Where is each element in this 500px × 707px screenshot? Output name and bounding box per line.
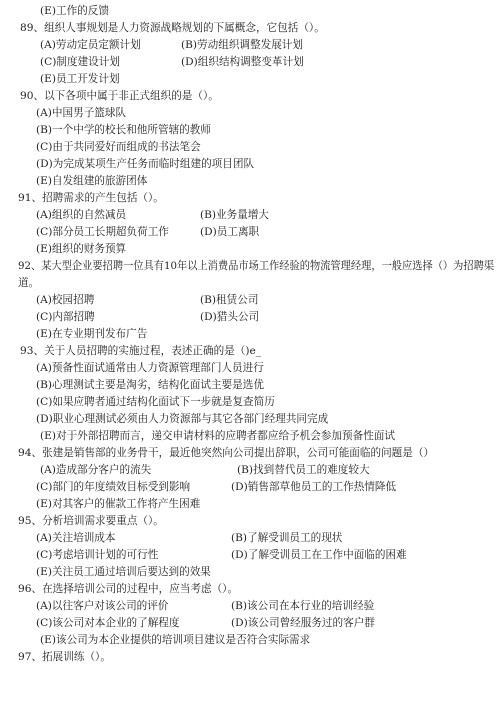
- option-e-q92: (E)在专业期刊发布广告: [36, 328, 148, 340]
- option-b-q93: (B)心理测试主要是淘劣，结构化面试主要是选优: [36, 379, 264, 391]
- option-d-q92: (D)猎头公司: [200, 311, 260, 323]
- option-a-q96: (A)以往客户对该公司的评价: [36, 600, 169, 612]
- option-d-q93: (D)职业心理测试必须由人力资源部与其它各部门经理共同完成: [36, 413, 329, 425]
- question-93: 93、关于人员招聘的实施过程，表述正确的是（)e_: [20, 345, 262, 357]
- option-c-q94: (C)部门的年度绩效目标受到影响: [36, 481, 191, 493]
- option-a-q92: (A)校园招聘: [36, 294, 95, 306]
- option-e-q88: (E)工作的反馈: [40, 5, 109, 17]
- option-b-q94: (B)找到替代员工的难度较大: [237, 464, 370, 476]
- option-e-q89: (E)员工开发计划: [40, 73, 120, 85]
- option-a-q94: (A)造成部分客户的流失: [40, 464, 152, 476]
- option-b-q90: (B)一个中学的校长和他所管辖的教师: [36, 124, 211, 136]
- option-c-q92: (C)内部招聘: [36, 311, 95, 323]
- option-d-q89: (D)组织结构调整变革计划: [181, 56, 304, 68]
- question-89: 89、组织人事规划是人力资源战略规划的下属概念，它包括（）。: [20, 22, 325, 34]
- option-d-q95: (D)了解受训员工在工作中面临的困难: [231, 549, 407, 561]
- question-95: 95、分析培训需求要重点（）。: [18, 515, 164, 527]
- option-e-q95: (E)关注员工通过培训后要达到的效果: [36, 566, 211, 578]
- question-92: 92、某大型企业要招聘一位具有10年以上消费品市场工作经验的物流管理经理，一般应选择（）为招聘渠: [18, 260, 495, 272]
- option-a-q91: (A)组织的自然减员: [36, 209, 127, 221]
- option-e-q91: (E)组织的财务预算: [36, 243, 127, 255]
- question-92-cont: 道。: [18, 277, 40, 289]
- option-b-q96: (B)该公司在本行业的培训经验: [231, 600, 375, 612]
- option-e-q93: (E)对于外部招聘而言，递交申请材料的应聘者都应给予机会参加预备性面试: [40, 430, 395, 442]
- question-94: 94、张建是销售部的业务骨干，最近他突然向公司提出辞职，公司可能面临的问题是（）: [18, 447, 435, 459]
- option-d-q90: (D)为完成某项生产任务而临时组建的项目团队: [36, 158, 255, 170]
- option-e-q96: (E)该公司为本企业提供的培训项目建议是否符合实际需求: [40, 634, 311, 646]
- option-a-q95: (A)关注培训成本: [36, 532, 116, 544]
- option-c-q95: (C)考虑培训计划的可行性: [36, 549, 159, 561]
- option-c-q91: (C)部分员工长期超负荷工作: [36, 226, 169, 238]
- option-e-q94: (E)对其客户的催款工作将产生困难: [36, 498, 201, 510]
- option-c-q96: (C)该公司对本企业的了解程度: [36, 617, 180, 629]
- option-d-q96: (D)该公司曾经服务过的客户群: [231, 617, 375, 629]
- option-d-q94: (D)销售部草他员工的工作热情降低: [231, 481, 397, 493]
- option-c-q89: (C)制度建设计划: [40, 56, 120, 68]
- option-b-q91: (B)业务量增大: [200, 209, 270, 221]
- question-90: 90、以下各项中属于非正式组织的是（）。: [20, 90, 219, 102]
- question-97: 97、拓展训练（）。: [18, 651, 111, 663]
- option-e-q90: (E)自发组建的旅游团体: [36, 175, 148, 187]
- option-b-q92: (B)租赁公司: [200, 294, 259, 306]
- option-c-q93: (C)如果应聘者通过结构化面试下一步就是复查简历: [36, 396, 275, 408]
- option-d-q91: (D)员工离职: [200, 226, 260, 238]
- option-b-q95: (B)了解受训员工的现状: [231, 532, 343, 544]
- option-a-q93: (A)预备性面试通常由人力资源管理部门人员进行: [36, 362, 264, 374]
- option-b-q89: (B)劳动组织调整发展计划: [181, 39, 303, 51]
- option-a-q90: (A)中国男子篮球队: [36, 107, 127, 119]
- question-96: 96、在选择培训公司的过程中，应当考虑（）。: [18, 583, 239, 595]
- question-91: 91、招聘需求的产生包括（）。: [18, 192, 164, 204]
- option-c-q90: (C)由于共同爱好而组成的书法笔会: [36, 141, 201, 153]
- option-a-q89: (A)劳动定员定额计划: [40, 39, 141, 51]
